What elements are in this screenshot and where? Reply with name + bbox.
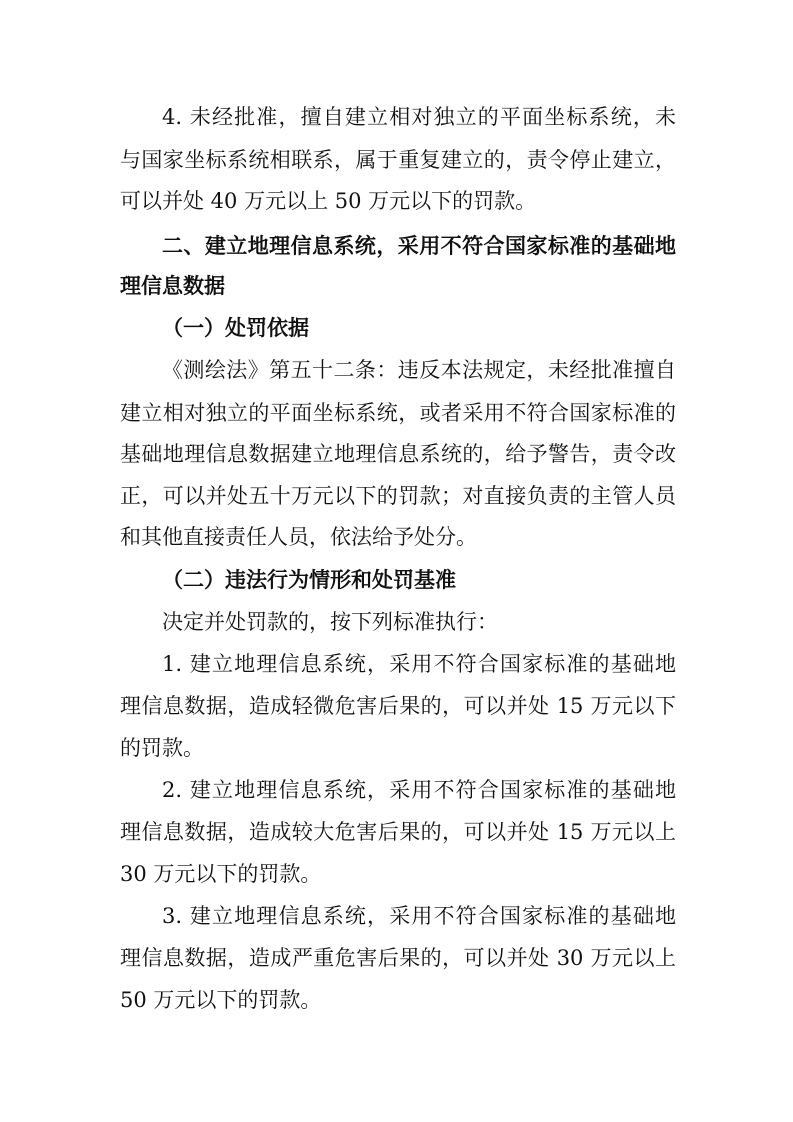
paragraph-line: 4. 未经批准，擅自建立相对独立的平面坐标系统，未 [162, 105, 676, 129]
list-item-line: 30 万元以下的罚款。 [120, 862, 322, 886]
list-item-line: 理信息数据，造成轻微危害后果的，可以并处 15 万元以下 [120, 694, 676, 718]
paragraph-line: 《测绘法》第五十二条：违反本法规定，未经批准擅自 [162, 358, 676, 382]
list-item-line: 理信息数据，造成较大危害后果的，可以并处 15 万元以上 [120, 820, 676, 844]
list-item-line: 2. 建立地理信息系统，采用不符合国家标准的基础地 [162, 778, 676, 802]
paragraph-line: 与国家坐标系统相联系，属于重复建立的，责令停止建立， [120, 148, 676, 172]
paragraph-line: 正，可以并处五十万元以下的罚款；对直接负责的主管人员 [120, 484, 676, 508]
list-item-line: 的罚款。 [120, 736, 204, 760]
section-heading: 二、建立地理信息系统，采用不符合国家标准的基础地 [162, 234, 676, 258]
paragraph-line: 决定并处罚款的，按下列标准执行： [162, 610, 498, 634]
list-item-line: 3. 建立地理信息系统，采用不符合国家标准的基础地 [162, 904, 676, 928]
paragraph-line: 和其他直接责任人员，依法给予处分。 [120, 525, 477, 549]
subsection-heading: （一）处罚依据 [162, 316, 309, 340]
paragraph-line: 可以并处 40 万元以上 50 万元以下的罚款。 [120, 189, 537, 213]
list-item-line: 1. 建立地理信息系统，采用不符合国家标准的基础地 [162, 652, 676, 676]
subsection-heading: （二）违法行为情形和处罚基准 [162, 568, 456, 592]
section-heading: 理信息数据 [120, 274, 225, 298]
paragraph-line: 建立相对独立的平面坐标系统，或者采用不符合国家标准的 [120, 401, 676, 425]
paragraph-line: 基础地理信息数据建立地理信息系统的，给予警告，责令改 [120, 442, 676, 466]
list-item-line: 50 万元以下的罚款。 [120, 988, 322, 1012]
list-item-line: 理信息数据，造成严重危害后果的，可以并处 30 万元以上 [120, 946, 676, 970]
